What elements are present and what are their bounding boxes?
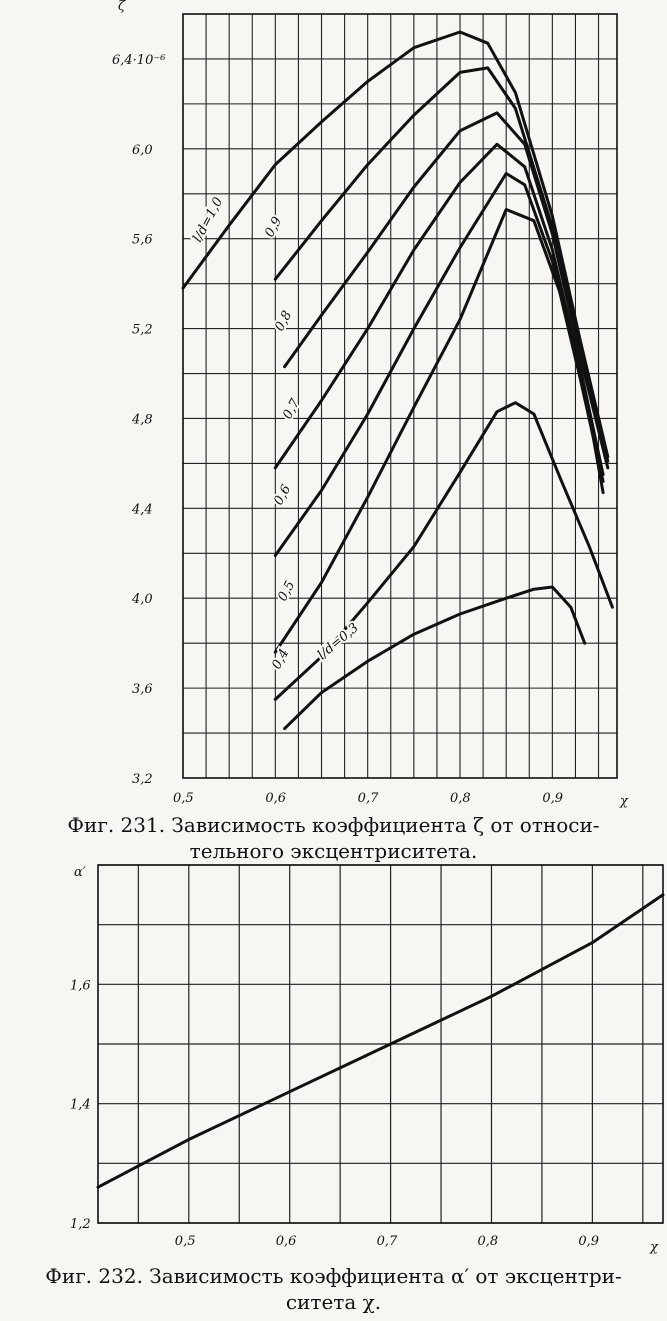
x-tick-label: 0,7 <box>376 1234 398 1249</box>
series-label-4: 0,7 <box>280 396 304 422</box>
chart-232-labels <box>70 865 659 1255</box>
chart-232-grid <box>98 865 663 1223</box>
x-tick-label: 0,8 <box>477 1234 499 1249</box>
y-tick-label: 1,2 <box>70 1217 91 1232</box>
x-tick-label: 0,9 <box>578 1234 600 1249</box>
y-axis-label: α′ <box>74 865 86 880</box>
series-label-6: 0,5 <box>275 578 299 604</box>
series-label-5: 0,6 <box>271 482 295 508</box>
x-tick-label: 0,6 <box>265 791 287 806</box>
y-tick-label: 6,0 <box>132 142 153 158</box>
series-label-7: 0,4 <box>269 646 293 672</box>
y-tick-label: 1,6 <box>70 978 91 994</box>
chart-231-series <box>183 32 612 729</box>
series-line-1 <box>98 895 663 1187</box>
caption-fig-231-line-2: тельного эксцентриситета. <box>189 839 478 863</box>
y-tick-label: 5,6 <box>132 232 153 248</box>
y-tick-label: 4,8 <box>132 412 153 428</box>
caption-fig-232-line-1: Фиг. 232. Зависимость коэффициента α′ от эксцентри- <box>45 1264 622 1288</box>
x-tick-label: 0,9 <box>542 791 564 806</box>
y-tick-label: 1,4 <box>70 1097 91 1113</box>
caption-fig-232-line-2: ситета χ. <box>285 1290 382 1314</box>
caption-fig-231-line-1: Фиг. 231. Зависимость коэффициента ζ от относи- <box>67 813 600 837</box>
caption-fig-231 <box>0 812 667 864</box>
series-label-8: l/d=0,3 <box>314 620 362 664</box>
x-tick-label: 0,8 <box>450 791 471 806</box>
x-axis-label: χ <box>650 1240 658 1255</box>
y-tick-label: 4,0 <box>132 592 153 608</box>
chart-232 <box>0 860 667 1255</box>
chart-232-series <box>98 895 663 1187</box>
x-tick-label: 0,5 <box>174 1234 196 1249</box>
x-tick-label: 0,5 <box>173 791 194 806</box>
x-axis-label: χ <box>620 794 628 809</box>
y-axis-top-label: 6,4·10⁻⁶ <box>112 52 166 68</box>
x-tick-label: 0,7 <box>357 791 379 806</box>
x-tick-label: 0,6 <box>275 1234 297 1249</box>
y-tick-label: 5,2 <box>132 322 153 338</box>
y-tick-label: 4,4 <box>132 502 153 518</box>
series-label-3: 0,8 <box>272 308 296 334</box>
series-label-1: l/d=1,0 <box>190 195 227 245</box>
y-tick-label: 3,2 <box>132 772 153 787</box>
series-line-6 <box>275 210 603 653</box>
series-label-2: 0,9 <box>262 214 286 240</box>
caption-fig-232 <box>0 1263 667 1315</box>
series-line-1 <box>183 32 608 457</box>
y-axis-label: ζ <box>118 0 126 14</box>
y-tick-label: 3,6 <box>132 682 153 698</box>
